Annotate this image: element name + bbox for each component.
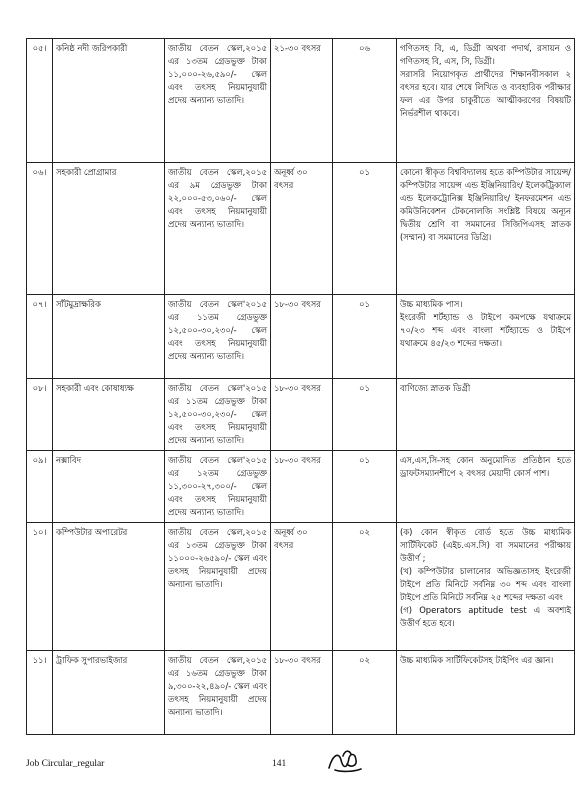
pay-scale: জাতীয় বেতন স্কেল,২০১৫ এর ১৩তম গ্রেডভুক্ত টাকা ১১০০০-২৬৫৯০/- স্কেল এবং তৎসহ নিয়মানুযায়ী প্রদেয় অন্যান্য ভাতাদি। — [165, 523, 271, 651]
qualification-line: কোনো স্বীকৃত বিশ্ববিদ্যালয় হতে কম্পিউটার সায়েন্স/কম্পিউটার সায়েন্স এন্ড ইঞ্জিনিয়ারিং/ ইলেকট্রিক্যাল এন্ড ইলেকট্রোনিক্স ইঞ্জিনিয়ারিং/ ইনফরমেশন এন্ড কমিউনিকেশন টেকনোলজি সংশ্লিষ্ট বিষয়ে অন্যূন দ্বিতীয় শ্রেণি বা সমমানের সিজিপিএসহ স্নাতক (সম্মান) বা সমমানের ডিগ্রি। — [400, 167, 571, 243]
age-limit: ১৮-৩০ বৎসর — [271, 379, 333, 451]
qualification — [397, 451, 575, 523]
qualification-line: উচ্চ মাধ্যমিক পাস। — [400, 299, 463, 309]
post-name: কনিষ্ঠ নদী জরিপকারী — [53, 39, 165, 163]
table-row — [27, 163, 575, 295]
signature-icon — [325, 748, 365, 774]
qualification — [397, 39, 575, 163]
job-vacancy-table — [26, 38, 575, 735]
qualification-line: উচ্চ মাধ্যমিক সার্টিফিকেটসহ টাইপিং এর জ্ঞান। — [400, 655, 554, 666]
pay-scale: জাতীয় বেতন স্কেল'২০১৫ এর ১২তম গ্রেডভুক্ত ১১,৩০০-২৭,৩০০/- স্কেল এবং তৎসহ নিয়মানুযায়ী প্রদেয় অন্যান্য ভাতাদি। — [165, 451, 271, 523]
page-number: 141 — [272, 759, 287, 769]
post-count: ০২ — [333, 651, 397, 735]
footer-document-name: Job Circular_regular — [26, 759, 105, 769]
qualification-line: এস,এস,সি-সহ কোন অনুমোদিত প্রতিষ্ঠান হতে ড্রাফটসম্যানশীপে ২ বৎসর মেয়াদী কোর্স পাশ। — [400, 455, 571, 479]
table-row — [27, 295, 575, 379]
pay-scale: জাতীয় বেতন স্কেল,২০১৫ এর ১৩তম গ্রেডভুক্ত টাকা ১১,০০০-২৬,৫৯০/- স্কেল এবং তৎসহ নিয়মানুযায়ী প্রদেয় অন্যান্য ভাতাদি। — [165, 39, 271, 163]
post-count: ০১ — [333, 379, 397, 451]
qualification-line: (খ) কম্পিউটার চালানোর অভিজ্ঞতাসহ ইংরেজী টাইপে প্রতি মিনিটে সর্বনিম্ন ৩০ শব্দ এবং বাংলা টাইপে প্রতি মিনিটে সর্বনিম্ন ২৫ শব্দের দক্ষতা এবং — [400, 566, 571, 603]
age-limit: ১৮-৩০ বৎসর — [271, 651, 333, 735]
qualification-line: (ক) কোন স্বীকৃত বোর্ড হতে উচ্চ মাধ্যমিক সার্টিফিকেট (এইচ.এস.সি) বা সমমানের পরীক্ষায় উত্তীর্ণ ; — [400, 527, 571, 564]
serial-number: ০৬। — [27, 163, 53, 295]
table-row — [27, 451, 575, 523]
pay-scale: জাতীয় বেতন স্কেল'২০১৫ এর ১১তম গ্রেডভুক্ত ১২,৫০০-৩০,২৩০/- স্কেল এবং তৎসহ নিয়মানুযায়ী প্রদেয় অন্যান্য ভাতাদি। — [165, 295, 271, 379]
post-name: সাঁটমুদ্রাক্ষরিক — [53, 295, 165, 379]
table-row — [27, 39, 575, 163]
qualification-line: বাণিজ্যে স্নাতক ডিগ্রী — [400, 383, 471, 393]
qualification — [397, 295, 575, 379]
pay-scale: জাতীয় বেতন স্কেল,২০১৫ এর ১৬তম গ্রেডভুক্ত টাকা ৯,৩০০-২২,৪৯০/- স্কেল এবং তৎসহ নিয়মানুযায়ী প্রদেয় অন্যান্য ভাতাদি। — [165, 651, 271, 735]
age-limit: ১৮-৩০ বৎসর — [271, 295, 333, 379]
table-row — [27, 379, 575, 451]
serial-number: ০৫। — [27, 39, 53, 163]
post-name: সহকারী এবং কোষাধ্যক্ষ — [53, 379, 165, 451]
age-limit: অনূর্ধ্ব ৩০ বৎসর — [271, 523, 333, 651]
qualification — [397, 379, 575, 451]
post-name: নক্সাবিদ — [53, 451, 165, 523]
serial-number: ১০। — [27, 523, 53, 651]
post-name: সহকারী প্রোগ্রামার — [53, 163, 165, 295]
qualification — [397, 523, 575, 651]
age-limit: ১৮-৩০ বৎসর — [271, 451, 333, 523]
pay-scale: জাতীয় বেতন স্কেল'২০১৫ এর ১১তম গ্রেডভুক্ত টাকা ১২,৫০০-৩০,২৩০/- স্কেল এবং তৎসহ নিয়মানুযায়ী প্রদেয় অন্যান্য ভাতাদি। — [165, 379, 271, 451]
post-name: কম্পিউটার অপারেটর — [53, 523, 165, 651]
qualification-line: ইংরেজী শর্টহ্যান্ড ও টাইপে কমপক্ষে যথাক্রমে ৭০/২৩ শব্দ এবং বাংলা শর্টহ্যান্ডে ও টাইপে যথাক্রমে ৪৫/২৩ শব্দের দক্ষতা। — [400, 312, 571, 349]
pay-scale: জাতীয় বেতন স্কেল,২০১৫ এর ৯ম গ্রেডভুক্ত টাকা ২২,০০০-৫৩,০৬০/- স্কেল এবং তৎসহ নিয়মানুযায়ী প্রদেয় অন্যান্য ভাতাদি। — [165, 163, 271, 295]
serial-number: ০৮। — [27, 379, 53, 451]
post-count: ০১ — [333, 295, 397, 379]
qualification-line: (গ) Operators aptitude test এ অবশ্যই উত্তীর্ণ হতে হবে। — [400, 605, 571, 629]
qualification-line: গণিতসহ বি, এ, ডিগ্রী অথবা পদার্থ, রসায়ন ও গণিতসহ বি, এস, সি, ডিগ্রী। — [400, 43, 571, 67]
post-count: ০১ — [333, 163, 397, 295]
table-row — [27, 651, 575, 735]
qualification — [397, 163, 575, 295]
post-name: ট্রাফিক সুপারভাইজার — [53, 651, 165, 735]
serial-number: ০৭। — [27, 295, 53, 379]
serial-number: ১১। — [27, 651, 53, 735]
post-count: ০১ — [333, 451, 397, 523]
table-row — [27, 523, 575, 651]
qualification-line: সরাসরি নিয়োগকৃত প্রার্থীদের শিক্ষানবীসকাল ২ বৎসর হবে। যার শেষে লিখিত ও ব্যবহারিক পরীক্ষার ফল এর উপর চাকুরীতে আত্মীকরণের বিষয়টি নির্ভরশীল থাকবে। — [400, 69, 571, 119]
serial-number: ০৯। — [27, 451, 53, 523]
qualification — [397, 651, 575, 735]
age-limit: ২১-৩০ বৎসর — [271, 39, 333, 163]
post-count: ০২ — [333, 523, 397, 651]
age-limit: অনূর্ধ্ব ৩০ বৎসর — [271, 163, 333, 295]
post-count: ০৬ — [333, 39, 397, 163]
